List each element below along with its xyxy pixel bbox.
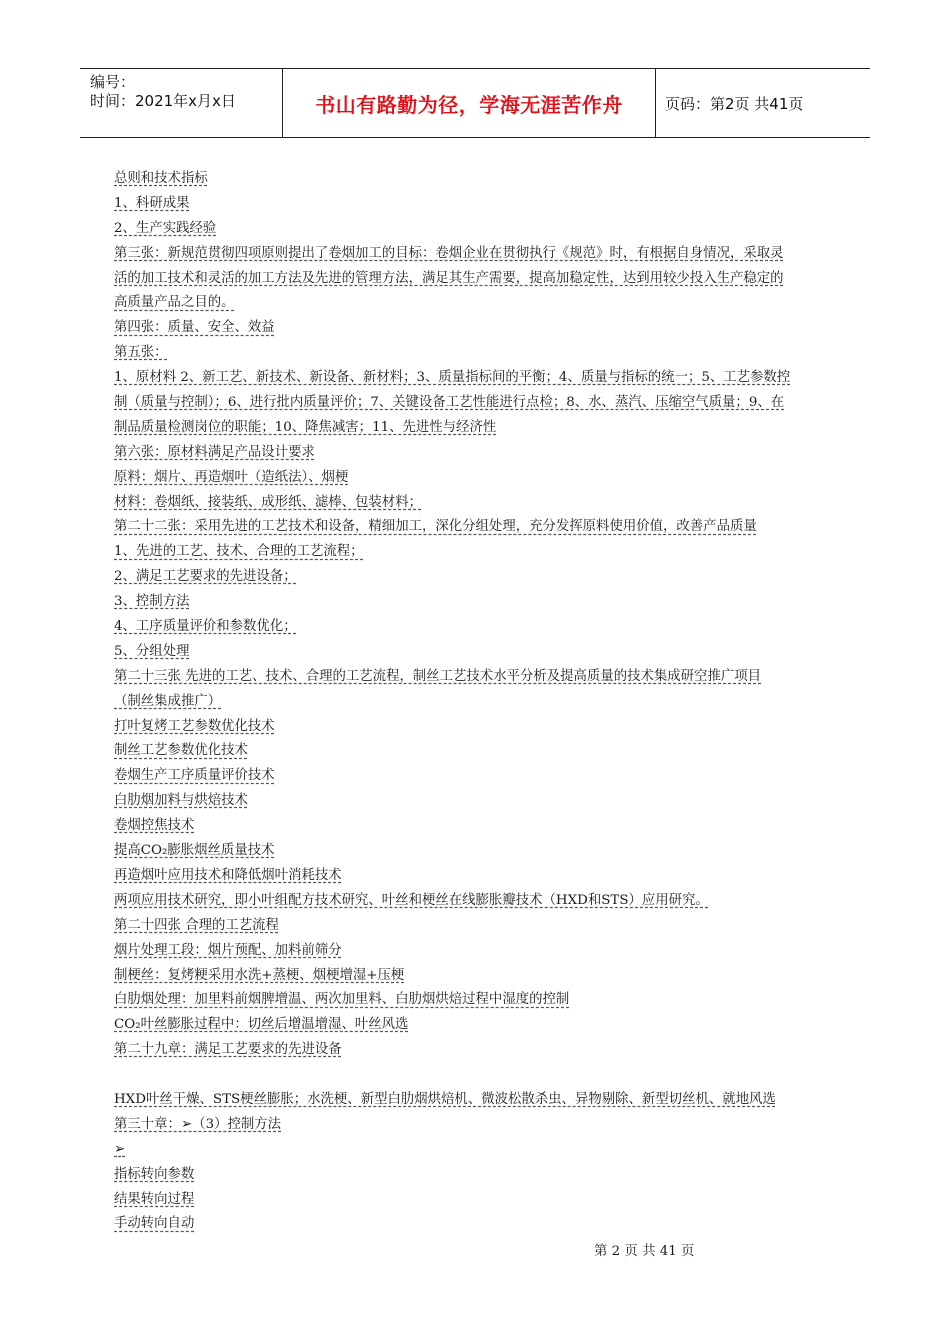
body-line: [114, 441, 844, 466]
body-line: [114, 515, 844, 540]
body-line: [114, 167, 844, 192]
body-line: [114, 814, 844, 839]
body-line-text: 第二十三张 先进的工艺、技术、合理的工艺流程，制丝工艺技术水平分析及提高质量的技术集成研空推广项目: [114, 668, 762, 684]
body-line: [114, 341, 844, 366]
body-line: [114, 491, 844, 516]
body-line-text: 第三张：新规范贯彻四项原则提出了卷烟加工的目标：卷烟企业在贯彻执行《规范》时，有根据自身情况，采取灵: [114, 245, 784, 261]
header-page-number: 页码：第2页 共41页: [665, 94, 804, 113]
body-line: [114, 540, 844, 565]
body-line: [114, 789, 844, 814]
body-line-text: 总则和技术指标: [114, 171, 208, 186]
body-line: [114, 690, 844, 715]
body-line-text: 制（质量与控制）；6、进行批内质量评价；7、关键设备工艺性能进行点检；8、水、蒸汽、压缩空气质量；9、在: [114, 395, 785, 411]
header-motto: 书山有路勤为径，学海无涯苦作舟: [315, 92, 623, 117]
body-line-text: 制丝工艺参数优化技术: [114, 743, 248, 759]
body-line: [114, 192, 844, 217]
document-time-label: 时间：2021年x月x日: [90, 92, 236, 110]
body-line-text: 1、先进的工艺、技术、合理的工艺流程；: [114, 544, 364, 560]
body-line: [114, 391, 844, 416]
body-line: [114, 1113, 844, 1138]
header-page-cell: [656, 69, 870, 137]
body-line: [114, 615, 844, 640]
body-line: [114, 217, 844, 242]
body-line: [114, 590, 844, 615]
body-line-text: 制梗丝：复烤粳采用水洗+蒸梗、烟梗增湿+压梗: [114, 967, 405, 983]
body-line: [114, 1188, 844, 1213]
body-line-text: 4、工序质量评价和参数优化；: [114, 619, 297, 635]
body-line-text: 第二十九章：满足工艺要求的先进设备: [114, 1042, 342, 1058]
body-line-text: 高质量产品之目的。: [114, 295, 235, 311]
body-line-text: HXD叶丝干燥、STS梗丝膨胀；水洗梗、新型白肋烟烘焙机、微波松散杀虫、异物剔除、新型切丝机、就地风选: [114, 1091, 776, 1107]
body-line: [114, 988, 844, 1013]
page-header: [80, 68, 870, 138]
body-line: [114, 964, 844, 989]
header-motto-cell: [282, 69, 656, 137]
body-line-text: 第六张：原材料满足产品设计要求: [114, 444, 315, 460]
body-line-text: 打叶复烤工艺参数优化技术: [114, 718, 275, 734]
body-line: [114, 939, 844, 964]
body-line: [114, 665, 844, 690]
body-line: [114, 1138, 844, 1163]
body-line-text: 指标转向参数: [114, 1166, 195, 1182]
body-line-text: ➢: [114, 1141, 126, 1157]
body-line-text: 两项应用技术研究，即小叶组配方技术研究、叶丝和梗丝在线膨胀瓣技术（HXD和STS）应用研究。: [114, 892, 709, 908]
body-line: [114, 764, 844, 789]
body-line-text: 手动转向自动: [114, 1216, 195, 1232]
body-line-text: 提高CO₂膨胀烟丝质量技术: [114, 843, 275, 859]
body-line: [114, 366, 844, 391]
body-line-text: 2、满足工艺要求的先进设备；: [114, 569, 297, 585]
body-line: [114, 1013, 844, 1038]
body-line: [114, 739, 844, 764]
body-line: [114, 316, 844, 341]
body-line: [114, 864, 844, 889]
body-line-text: 第二十四张 合理的工艺流程: [114, 917, 279, 933]
body-line-text: 烟片处理工段：烟片预配、加料前筛分: [114, 942, 342, 958]
body-line-text: 第四张：质量、安全、效益: [114, 320, 275, 336]
body-line: [114, 466, 844, 491]
body-line: [114, 839, 844, 864]
body-line: [114, 1088, 844, 1113]
body-line-text: 第五张：: [114, 345, 168, 361]
body-line: [114, 242, 844, 267]
blank-line: [114, 1063, 844, 1088]
body-line-text: 材料：卷烟纸、接装纸、成形纸、滤棒、包装材料；: [114, 494, 422, 510]
body-line: [114, 565, 844, 590]
body-line-text: 5、分组处理: [114, 643, 190, 659]
body-line-text: 2、生产实践经验: [114, 220, 217, 236]
body-line: [114, 914, 844, 939]
body-line-text: 再造烟叶应用技术和降低烟叶消耗技术: [114, 867, 342, 883]
body-line-text: 活的加工技术和灵活的加工方法及先进的管理方法，满足其生产需要，提高加稳定性，达到用较少投入生产稳定的: [114, 270, 784, 286]
body-line-text: （制丝集成推广）: [114, 693, 222, 709]
body-line-text: CO₂叶丝膨胀过程中：切丝后增温增湿、叶丝风选: [114, 1017, 409, 1033]
header-meta: [80, 69, 282, 137]
body-line: [114, 416, 844, 441]
body-line-text: 原料：烟片、再造烟叶（造纸法）、烟梗: [114, 469, 349, 485]
document-number-label: 编号：: [90, 73, 136, 91]
page-footer: 第 2 页 共 41 页: [594, 1244, 695, 1259]
body-line-text: 白肋烟加料与烘焙技术: [114, 793, 248, 809]
body-line: [114, 640, 844, 665]
body-line-text: 卷烟生产工序质量评价技术: [114, 768, 275, 784]
document-body: [114, 167, 844, 1237]
body-line-text: 白肋烟处理：加里料前烟脾增温、两次加里料、白肋烟烘焙过程中湿度的控制: [114, 992, 570, 1008]
body-line: [114, 1038, 844, 1063]
body-line: [114, 1212, 844, 1237]
body-line-text: 1、科研成果: [114, 195, 190, 211]
body-line: [114, 267, 844, 292]
body-line-text: 制品质量检测岗位的职能；10、降焦减害；11、先进性与经济性: [114, 419, 497, 435]
body-line: [114, 1163, 844, 1188]
body-line-text: 1、原材料 2、新工艺、新技术、新设备、新材料；3、质量指标间的平衡；4、质量与指标的统一；5、工艺参数控: [114, 370, 791, 386]
body-line: [114, 291, 844, 316]
body-line-text: 结果转向过程: [114, 1191, 195, 1207]
body-line: [114, 889, 844, 914]
body-line-text: 卷烟控焦技术: [114, 818, 195, 834]
body-line-text: 第二十二张：采用先进的工艺技术和设备，精细加工，深化分组处理，充分发挥原料使用价值，改善产品质量: [114, 519, 757, 535]
body-line-text: 第三十章：➢（3）控制方法: [114, 1116, 282, 1132]
body-line-text: 3、控制方法: [114, 594, 190, 610]
body-line: [114, 715, 844, 740]
